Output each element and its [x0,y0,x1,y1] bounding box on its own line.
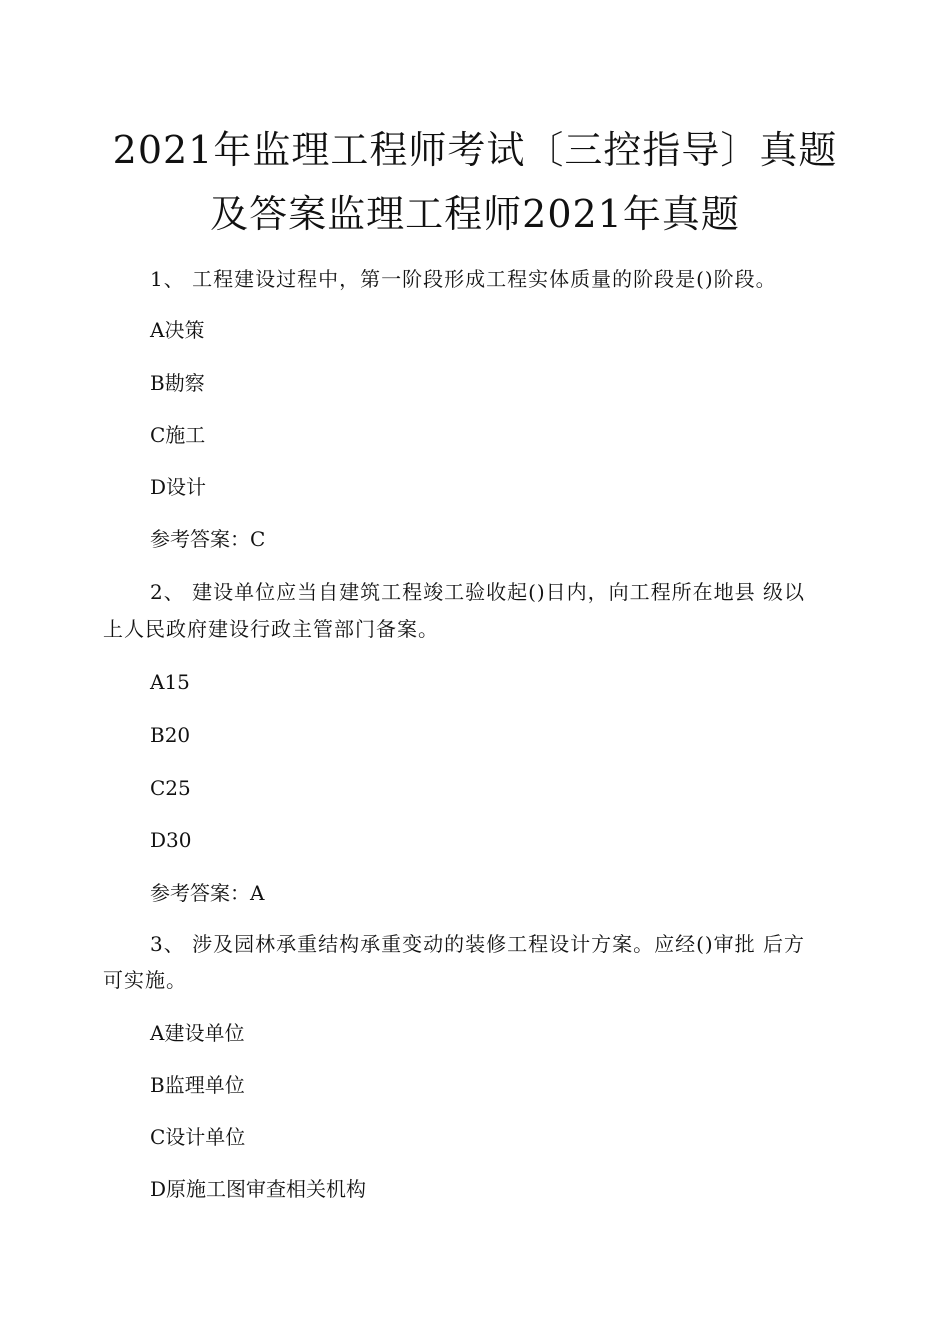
question-1-option-a: A决策 [150,318,205,342]
question-3-option-d: D原施工图审查相关机构 [150,1177,367,1201]
question-2-option-c: C25 [150,776,191,800]
question-1-option-d: D设计 [150,475,207,499]
question-2-option-d: D30 [150,828,192,852]
question-3-option-a: A建设单位 [150,1021,245,1045]
title-line-2: 及答案监理工程师2021年真题 [210,192,740,236]
question-2-answer: 参考答案：A [150,881,265,905]
question-2-option-a: A15 [150,670,190,694]
question-3-stem-line-2: 可实施。 [103,968,187,992]
question-3-option-c: C设计单位 [150,1125,246,1149]
question-2-stem-line-2: 上人民政府建设行政主管部门备案。 [103,617,439,641]
title-line-1: 2021年监理工程师考试〔三控指导〕真题 [112,128,838,172]
question-2-stem-line-1: 2、 建设单位应当自建筑工程竣工验收起()日内，向工程所在地县 级以 [150,580,806,604]
question-2-option-b: B20 [150,723,191,747]
question-1-stem: 1、 工程建设过程中，第一阶段形成工程实体质量的阶段是()阶段。 [150,267,777,291]
question-3-stem-line-1: 3、 涉及园林承重结构承重变动的装修工程设计方案。应经()审批 后方 [150,932,806,956]
question-3-option-b: B监理单位 [150,1073,245,1097]
question-1-option-b: B勘察 [150,371,205,395]
question-1-option-c: C施工 [150,423,206,447]
question-1-answer: 参考答案：C [150,527,266,551]
